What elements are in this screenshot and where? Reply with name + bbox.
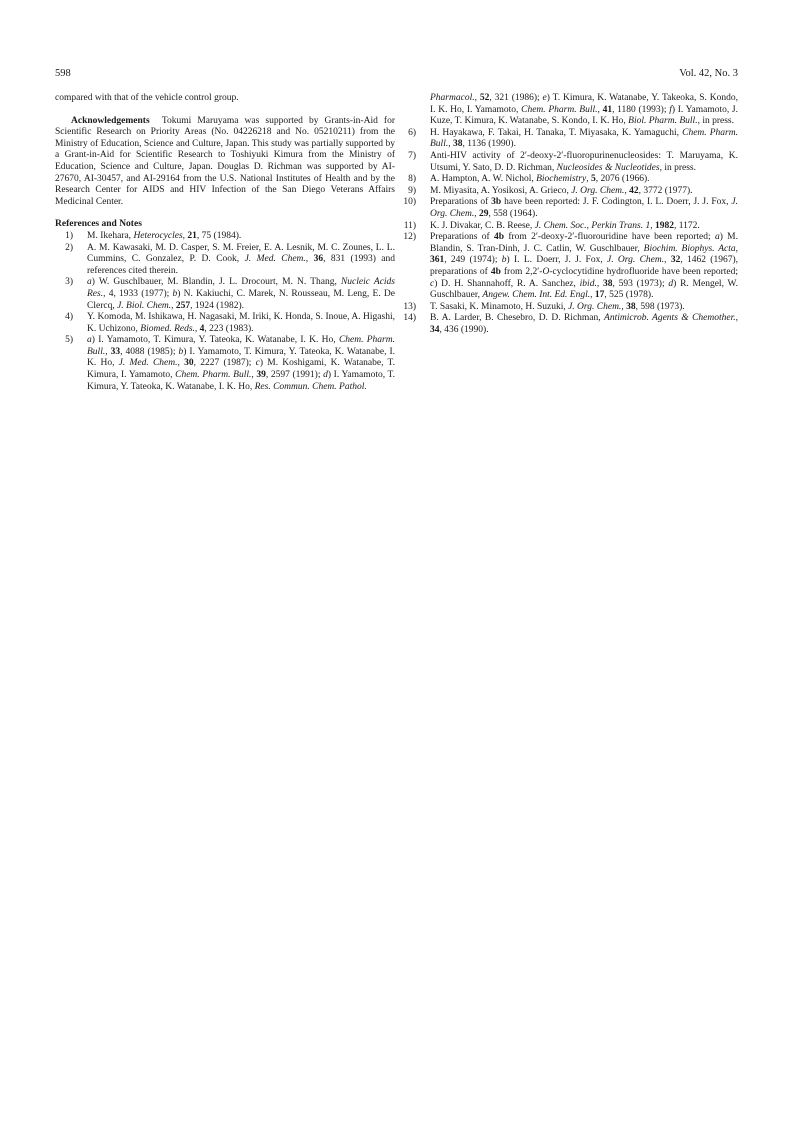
references-list-left bbox=[55, 231, 395, 393]
acknowledgements-title: Acknowledgements bbox=[71, 115, 150, 126]
reference-item: 6) H. Hayakawa, F. Takai, H. Tanaka, T. Miyasaka, K. Yamaguchi, Chem. Pharm. Bull., 38, 1136 (1990). bbox=[398, 128, 738, 151]
reference-5-continuation: Pharmacol., 52, 321 (1986); e) T. Kimura, K. Watanabe, Y. Takeoka, S. Kondo, I. K. Ho, I. Yamamoto, Chem. Pharm. Bull., 41, 1180 (1993); f) I. Yamamoto, J. Kuze, T. Kimura, K. Watanabe, S. Kondo, I. K. Ho, Biol. Pharm. Bull., in press. bbox=[430, 93, 739, 127]
page-number: 598 bbox=[55, 68, 71, 79]
reference-number: 11) bbox=[403, 220, 416, 231]
reference-item: 3) a) W. Guschlbauer, M. Blandin, J. L. Drocourt, M. N. Thang, Nucleic Acids Res., 4, 1933 (1977); b) N. Kakiuchi, C. Marek, N. Rousseau, M. Leng, E. De Clercq, J. Biol. Chem., 257, 1924 (1982). bbox=[55, 277, 395, 312]
reference-number: 13) bbox=[403, 301, 416, 312]
acknowledgements-text: Tokumi Maruyama was supported by Grants-in-Aid for Scientific Research on Priority Areas (No. 04226218 and No. 05210211) from the Ministry of Education, Science and Culture, Japan. This study was partially supported by a Grant-in-Aid for Scientific Research to Toshiyuki Kimura from the Ministry of Education, Science and Culture, Japan. Douglas D. Richman was supported by AI-27670, AI-30457, and AI-29164 from the U.S. National Institutes of Health and by the Research Center for AIDS and HIV Infection of the San Diego Veterans Affairs Medicinal Center. bbox=[55, 115, 395, 207]
reference-item: 4) Y. Komoda, M. Ishikawa, H. Nagasaki, M. Iriki, K. Honda, S. Inoue, A. Higashi, K. Uchizono, Biomed. Reds., 4, 223 (1983). bbox=[55, 312, 395, 335]
reference-number: 14) bbox=[403, 313, 416, 324]
left-column bbox=[55, 93, 395, 393]
references-title: References and Notes bbox=[55, 219, 142, 230]
reference-number: 1) bbox=[65, 230, 73, 241]
reference-item: 11) K. J. Divakar, C. B. Reese, J. Chem. Soc., Perkin Trans. 1, 1982, 1172. bbox=[398, 221, 738, 233]
reference-item: 7) Anti-HIV activity of 2′-deoxy-2′-fluoropurinenucleosides: T. Maruyama, K. Utsumi, Y. Sato, D. D. Richman, Nucleosides & Nucleotides, in press. bbox=[398, 151, 738, 174]
reference-number: 6) bbox=[408, 127, 416, 138]
reference-number: 7) bbox=[408, 150, 416, 161]
reference-number: 2) bbox=[65, 242, 73, 253]
reference-item: 12) Preparations of 4b from 2′-deoxy-2′-fluorouridine have been reported; a) M. Blandin, S. Tran-Dinh, J. C. Catlin, W. Guschlbauer, Biochim. Biophys. Acta, 361, 249 (1974); b) I. L. Doerr, J. J. Fox, J. Org. Chem., 32, 1462 (1967), preparations of 4b from 2,2′-O-cyclocytidine hydrofluoride have been reported; c) D. H. Shannahoff, R. A. Sanchez, ibid., 38, 593 (1973); d) R. Mengel, W. Guschlbauer, Angew. Chem. Int. Ed. Engl., 17, 525 (1978). bbox=[398, 232, 738, 302]
reference-number: 3) bbox=[65, 277, 73, 288]
opening-line: compared with that of the vehicle control group. bbox=[55, 93, 239, 103]
reference-item: 9) M. Miyasita, A. Yosikosi, A. Grieco, J. Org. Chem., 42, 3772 (1977). bbox=[398, 186, 738, 198]
reference-number: 4) bbox=[65, 312, 73, 323]
reference-number: 5) bbox=[65, 335, 73, 346]
reference-number: 8) bbox=[408, 174, 416, 185]
reference-item: 5) a) I. Yamamoto, T. Kimura, Y. Tateoka, K. Watanabe, I. K. Ho, Chem. Pharm. Bull., 33, 4088 (1985); b) I. Yamamoto, T. Kimura, Y. Tateoka, K. Watanabe, I. K. Ho, J. Med. Chem., 30, 2227 (1987); c) M. Koshigami, K. Watanabe, T. Kimura, I. Yamamoto, Chem. Pharm. Bull., 39, 2597 (1991); d) I. Yamamoto, T. Kimura, Y. Tateoka, K. Watanabe, I. K. Ho, Res. Commun. Chem. Pathol. bbox=[55, 335, 395, 393]
reference-item: 2) A. M. Kawasaki, M. D. Casper, S. M. Freier, E. A. Lesnik, M. C. Zounes, L. L. Cummins, C. Gonzalez, P. D. Cook, J. Med. Chem., 36, 831 (1993) and references cited therein. bbox=[55, 243, 395, 278]
volume-issue: Vol. 42, No. 3 bbox=[679, 68, 738, 79]
page-header bbox=[55, 68, 738, 82]
reference-number: 10) bbox=[403, 197, 416, 208]
references-list-right bbox=[398, 128, 738, 337]
right-column bbox=[398, 93, 738, 336]
reference-item: 13) T. Sasaki, K. Minamoto, H. Suzuki, J. Org. Chem., 38, 598 (1973). bbox=[398, 302, 738, 314]
reference-item: 14) B. A. Larder, B. Chesebro, D. D. Richman, Antimicrob. Agents & Chemother., 34, 436 (1990). bbox=[398, 313, 738, 336]
reference-item: 10) Preparations of 3b have been reported: J. F. Codington, I. L. Doerr, J. J. Fox, J. Org. Chem., 29, 558 (1964). bbox=[398, 197, 738, 220]
reference-number: 9) bbox=[408, 185, 416, 196]
reference-item: 8) A. Hampton, A. W. Nichol, Biochemistry, 5, 2076 (1966). bbox=[398, 174, 738, 186]
reference-number: 12) bbox=[403, 232, 416, 243]
acknowledgements-paragraph bbox=[55, 116, 395, 209]
reference-item: 1) M. Ikehara, Heterocycles, 21, 75 (1984). bbox=[55, 231, 395, 243]
